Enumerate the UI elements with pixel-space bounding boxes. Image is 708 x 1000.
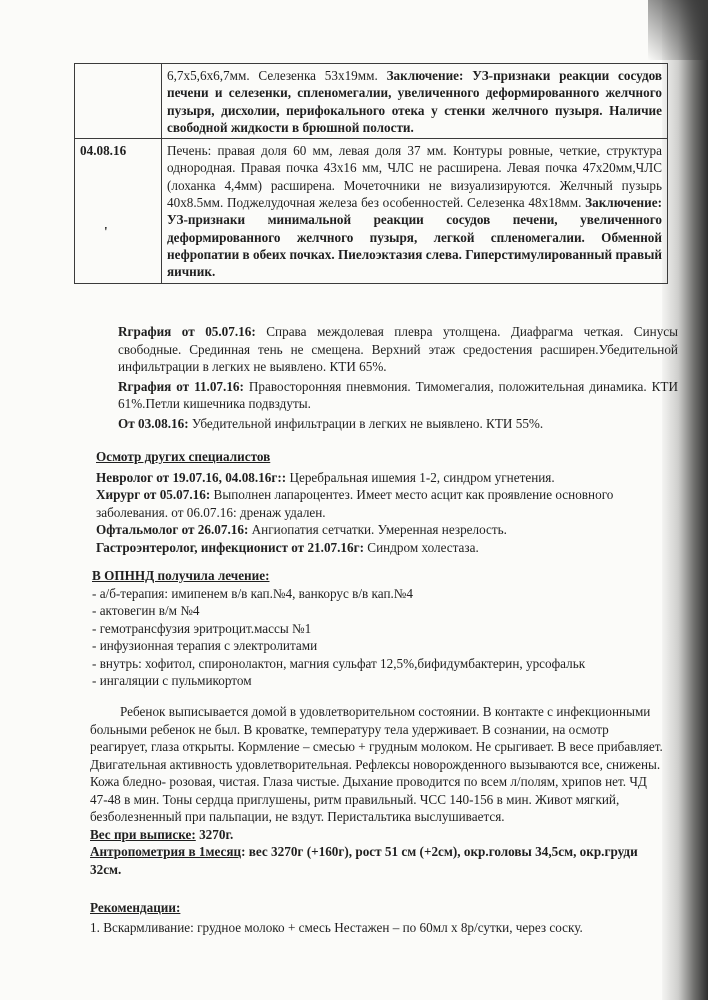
specialist-entry: [96, 539, 656, 557]
specialist-label: Хирург от 05.07.16:: [96, 487, 211, 502]
treatment-item: - гемотрансфузия эритроцит.массы №1: [92, 620, 312, 636]
row-date: [75, 64, 162, 139]
xray-entry: [118, 323, 678, 376]
specialist-entry: [96, 469, 656, 487]
specialist-text: Синдром холестаза.: [364, 539, 479, 555]
specialist-text: Выполнен лапароцентез. Имеет место асцит как проявление основного заболевания. от 06.07.16: дренаж удален.: [96, 487, 614, 520]
xray-entry: [118, 415, 678, 433]
treatment-item: - внутрь: хофитол, спиронолактон, магния сульфат 12,5%,бифидумбактерин, урсофальк: [92, 655, 586, 671]
recommendations-section: [90, 899, 664, 936]
treatment-item: - а/б-терапия: имипенем в/в кап.№4, ванкорус в/в кап.№4: [92, 585, 413, 601]
section-title: Осмотр других специалистов: [96, 449, 271, 464]
specialist-label: Офтальмолог от 26.07.16:: [96, 522, 249, 537]
specialist-text: Ангиопатия сетчатки. Умеренная незрелость.: [248, 522, 507, 537]
anthropometry-label: Антропометрия в 1месяц: [90, 844, 242, 859]
xray-text: Правосторонняя пневмония. Тимомегалия, положительная динамика. КТИ 61%.Петли кишечника подвздуты.: [118, 378, 678, 411]
discharge-weight: [90, 826, 664, 844]
xray-text: Убедительной инфильтрации в легких не выявлено. КТИ 55%.: [188, 415, 544, 431]
specialist-label: Гастроэнтеролог, инфекционист от 21.07.16г:: [96, 539, 364, 555]
treatment-section: [92, 567, 658, 690]
specialist-text: Церебральная ишемия 1-2, синдром угнетения.: [286, 469, 555, 485]
discharge-section: [90, 703, 664, 878]
specialist-entry: [96, 521, 656, 539]
weight-value: 3270г.: [195, 826, 234, 842]
findings-text: 6,7х5,6х6,7мм. Селезенка 53х19мм.: [167, 68, 387, 83]
row-findings: [162, 64, 668, 139]
section-title: В ОПННД получила лечение:: [92, 568, 270, 583]
table-row: [75, 139, 668, 283]
scan-shadow-edge: [662, 0, 708, 1000]
specialists-section: [96, 448, 656, 556]
row-findings: [162, 139, 668, 283]
xray-label: Rграфия от 05.07.16:: [118, 324, 256, 339]
xray-label: От 03.08.16:: [118, 415, 189, 431]
xray-section: [118, 323, 678, 434]
conclusion-label: Заключение:: [386, 68, 464, 83]
discharge-paragraph: Ребенок выписывается домой в удовлетворительном состоянии. В контакте с инфекционными больными ребенок не был. В кроватке, температуру тела удерживает. В сознании, на осмотр реагирует, глаза открыты. Кормление – смесью + грудным молоком. Не срыгивает. В весе прибавляет. Двигательная активность удовлетворительная. Рефлексы новорожденного вызываются все, снижены. Кожа бледно- розовая, чистая. Глаза чистые. Дыхание проводится по всем л/полям, хрипов нет. ЧД 47-48 в мин. Тоны сердца приглушены, ритм правильный. ЧСС 140-156 в мин. Живот мягкий, безболезненный при пальпации, не вздут. Перистальтика выслушивается.: [90, 704, 663, 824]
row-date: 04.08.16: [80, 143, 127, 159]
xray-text: Справа междолевая плевра утолщена. Диафрагма четкая. Синусы свободные. Срединная тень не смещена. Верхний этаж средостения расширен.Убедительной инфильтрации в легких не выявлено. КТИ 65%.: [118, 324, 678, 374]
stray-mark: ': [104, 224, 108, 240]
conclusion-text: УЗ-признаки реакции сосудов печени и селезенки, спленомегалии, увеличенного деформированного желчного пузыря, дисхолии, перифокального отека у стенки желчного пузыря. Наличие свободной жидкости в брюшной полости.: [167, 68, 663, 135]
conclusion-text: УЗ-признаки минимальной реакции сосудов печени, увеличенного деформированного желчного пузыря, легкой спленомегалии. Обменной нефропатии в обеих почках. Пиелоэктазия слева. Гиперстимулированный правый яичник.: [167, 212, 662, 280]
treatment-item: - инфузионная терапия с электролитами: [92, 638, 318, 653]
xray-label: Rграфия от 11.07.16:: [118, 378, 244, 394]
ultrasound-table: [74, 63, 668, 284]
table-row: [75, 64, 668, 139]
treatment-item: - актовегин в/м №4: [92, 603, 200, 618]
anthropometry-text: : вес 3270г (+160г), рост 51 см (+2см), окр.головы 34,5см, окр.груди 32см.: [90, 844, 638, 877]
findings-text: Печень: правая доля 60 мм, левая доля 37 мм. Контуры ровные, четкие, структура однородная. Правая почка 43х16 мм, ЧЛС не расширена. Левая почка 47х20мм,ЧЛС (лоханка 4,4мм) расширена. Мочеточники не визуализируются. Желчный пузырь 40х8.5мм. Поджелудочная железа без особенностей. Селезенка 48х18мм.: [167, 143, 662, 211]
row-date-cell: [75, 139, 162, 283]
specialist-label: Невролог от 19.07.16, 04.08.16г::: [96, 469, 287, 485]
weight-label: Вес при выписке:: [90, 826, 196, 842]
recommendation-item: 1. Вскармливание: грудное молоко + смесь Нестажен – по 60мл х 8р/сутки, через соску.: [90, 919, 583, 935]
anthropometry: [90, 843, 664, 878]
specialist-entry: [96, 486, 656, 521]
section-title: Рекомендации:: [90, 900, 181, 915]
scan-shadow-corner: [648, 0, 708, 60]
xray-entry: [118, 378, 678, 413]
conclusion-label: Заключение:: [585, 195, 662, 211]
treatment-item: - ингаляции с пульмикортом: [92, 673, 252, 688]
